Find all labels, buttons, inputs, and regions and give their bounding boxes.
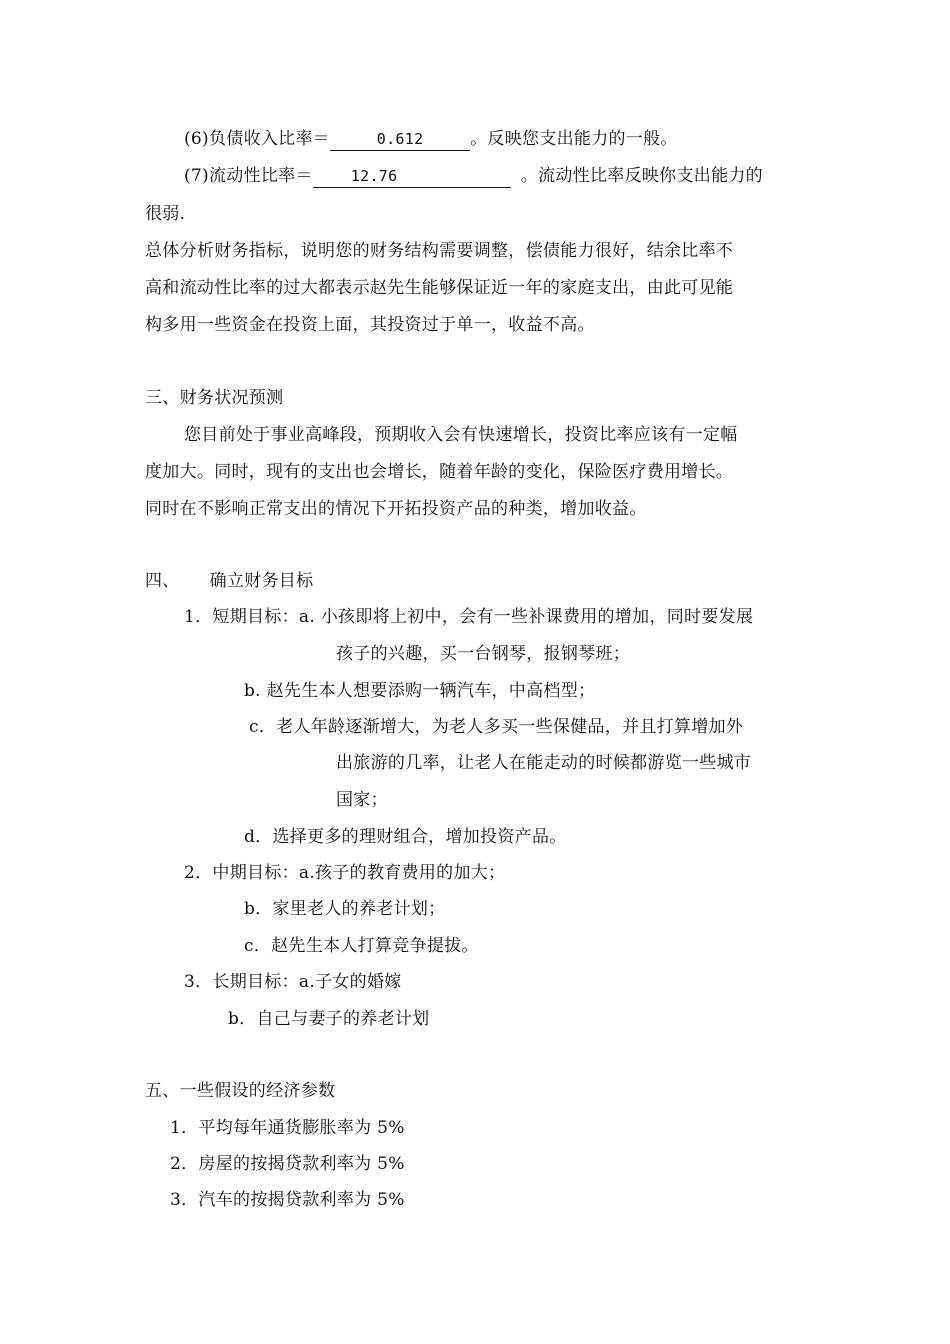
long-term-b: b．自己与妻子的养老计划 — [228, 1009, 430, 1029]
ratio-debt-income: (6)负债收入比率＝ 0.612 。反映您支出能力的一般。 — [184, 129, 678, 149]
ratio-debt-income-value: 0.612 — [330, 128, 470, 151]
section3-heading: 三、财务状况预测 — [145, 388, 284, 408]
short-term-a-cont: 孩子的兴趣，买一台钢琴，报钢琴班； — [336, 644, 631, 664]
long-term-label: 3．长期目标：a.子女的婚嫁 — [184, 972, 402, 992]
section4-heading: 四、 确立财务目标 — [145, 571, 314, 591]
mid-term-c: c．赵先生本人打算竞争提拔。 — [244, 936, 479, 956]
short-term-label: 1．短期目标：a. 小孩即将上初中，会有一些补课费用的增加，同时要发展 — [184, 607, 754, 627]
section3-line-3: 同时在不影响正常支出的情况下开拓投资产品的种类，增加收益。 — [145, 499, 647, 519]
summary-line-3: 构多用一些资金在投资上面，其投资过于单一，收益不高。 — [145, 315, 595, 335]
section3-line-2: 度加大。同时，现有的支出也会增长，随着年龄的变化，保险医疗费用增长。 — [145, 462, 734, 482]
short-term-c: c．老人年龄逐渐增大，为老人多买一些保健品，并且打算增加外 — [249, 717, 744, 737]
assumption-item: 2．房屋的按揭贷款利率为 5% — [170, 1154, 405, 1174]
summary-line-2: 高和流动性比率的过大都表示赵先生能够保证近一年的家庭支出，由此可见能 — [145, 278, 734, 298]
mid-term-label: 2．中期目标：a.孩子的教育费用的加大； — [184, 863, 506, 883]
summary-line-1: 总体分析财务指标，说明您的财务结构需要调整，偿债能力很好，结余比率不 — [145, 241, 734, 261]
assumption-item: 3．汽车的按揭贷款利率为 5% — [170, 1190, 405, 1210]
ratio-liquidity: (7)流动性比率＝ 12.76 。流动性比率反映你支出能力的 — [184, 166, 763, 186]
ratio-liquidity-cont: 很弱. — [145, 204, 186, 224]
short-term-d: d．选择更多的理财组合，增加投资产品。 — [244, 827, 567, 847]
mid-term-b: b．家里老人的养老计划； — [244, 899, 446, 919]
short-term-b: b. 赵先生本人想要添购一辆汽车，中高档型； — [244, 681, 596, 701]
short-term-c-cont2: 国家； — [336, 790, 388, 810]
short-term-c-cont1: 出旅游的几率，让老人在能走动的时候都游览一些城市 — [336, 753, 752, 773]
section3-line-1: 您目前处于事业高峰段，预期收入会有快速增长，投资比率应该有一定幅 — [184, 425, 738, 445]
ratio-liquidity-value: 12.76 — [313, 165, 511, 188]
section5-heading: 五、一些假设的经济参数 — [145, 1081, 336, 1101]
assumption-item: 1．平均每年通货膨胀率为 5% — [170, 1118, 405, 1138]
